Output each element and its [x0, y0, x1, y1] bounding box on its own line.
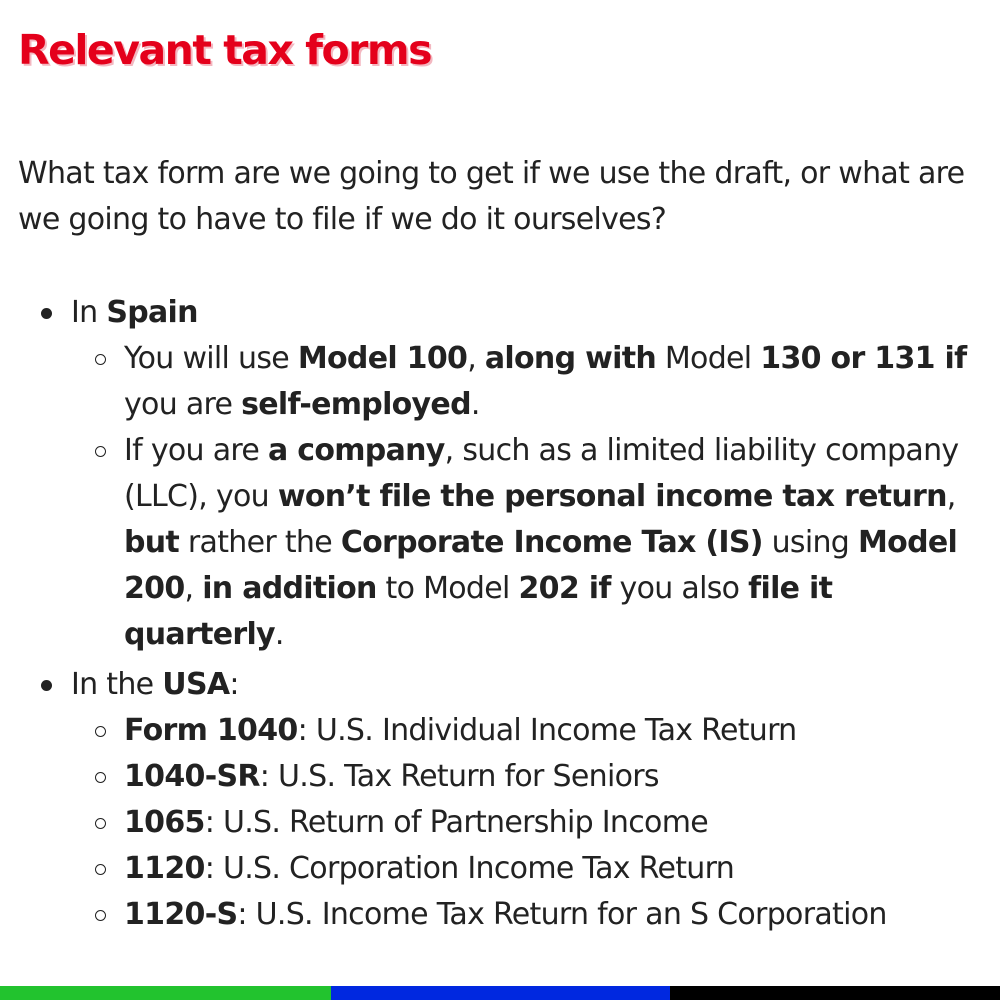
form-code: 1120-S: [124, 897, 238, 932]
usa-form-item: [124, 708, 986, 754]
usa-form-item: [124, 846, 986, 892]
spain-section: [0, 290, 1000, 658]
form-code: 1120: [124, 851, 205, 886]
bottom-color-bar: [0, 986, 1000, 1000]
form-description: : U.S. Return of Partnership Income: [204, 805, 708, 840]
ring-bullet-icon: [95, 864, 106, 875]
usa-bullet-item: In the USA:: [0, 662, 1000, 708]
bullet-dot-icon: [41, 680, 52, 691]
bar-segment-green: [0, 986, 331, 1000]
intro-paragraph: What tax form are we going to get if we use the draft, or what are we going to have to file if we do it ourselves?: [18, 156, 965, 237]
form-description: : U.S. Individual Income Tax Return: [297, 713, 797, 748]
ring-bullet-icon: [95, 354, 106, 365]
form-code: Form 1040: [124, 713, 298, 748]
form-code: 1040-SR: [124, 759, 260, 794]
bullet-dot-icon: [41, 308, 52, 319]
page-title: Relevant tax forms: [18, 26, 432, 74]
spain-heading-country: Spain: [106, 295, 198, 330]
form-description: : U.S. Tax Return for Seniors: [259, 759, 659, 794]
usa-form-item: [124, 754, 986, 800]
spain-item-company: If you are a company, such as a limited liability company (LLC), you won’t file the personal income tax return, but rather the Corporate Income Tax (IS) using Model 200, in addition to Model 202 if you also file it quarterly.: [124, 428, 986, 658]
ring-bullet-icon: [95, 910, 106, 921]
ring-bullet-icon: [95, 726, 106, 737]
bar-segment-black: [670, 986, 1000, 1000]
spain-item-self-employed: You will use Model 100, along with Model 130 or 131 if you are self-employed.: [124, 336, 986, 428]
usa-heading-country: USA: [162, 667, 230, 702]
usa-section: [0, 662, 1000, 938]
ring-bullet-icon: [95, 818, 106, 829]
spain-bullet-item: [0, 290, 1000, 336]
usa-heading-prefix: In the: [71, 667, 163, 702]
usa-form-item: [124, 892, 986, 938]
ring-bullet-icon: [95, 772, 106, 783]
form-code: 1065: [124, 805, 205, 840]
usa-form-item: [124, 800, 986, 846]
bar-segment-blue: [331, 986, 670, 1000]
ring-bullet-icon: [95, 446, 106, 457]
form-description: : U.S. Income Tax Return for an S Corporation: [237, 897, 887, 932]
spain-heading-prefix: In: [71, 295, 107, 330]
form-description: : U.S. Corporation Income Tax Return: [204, 851, 735, 886]
